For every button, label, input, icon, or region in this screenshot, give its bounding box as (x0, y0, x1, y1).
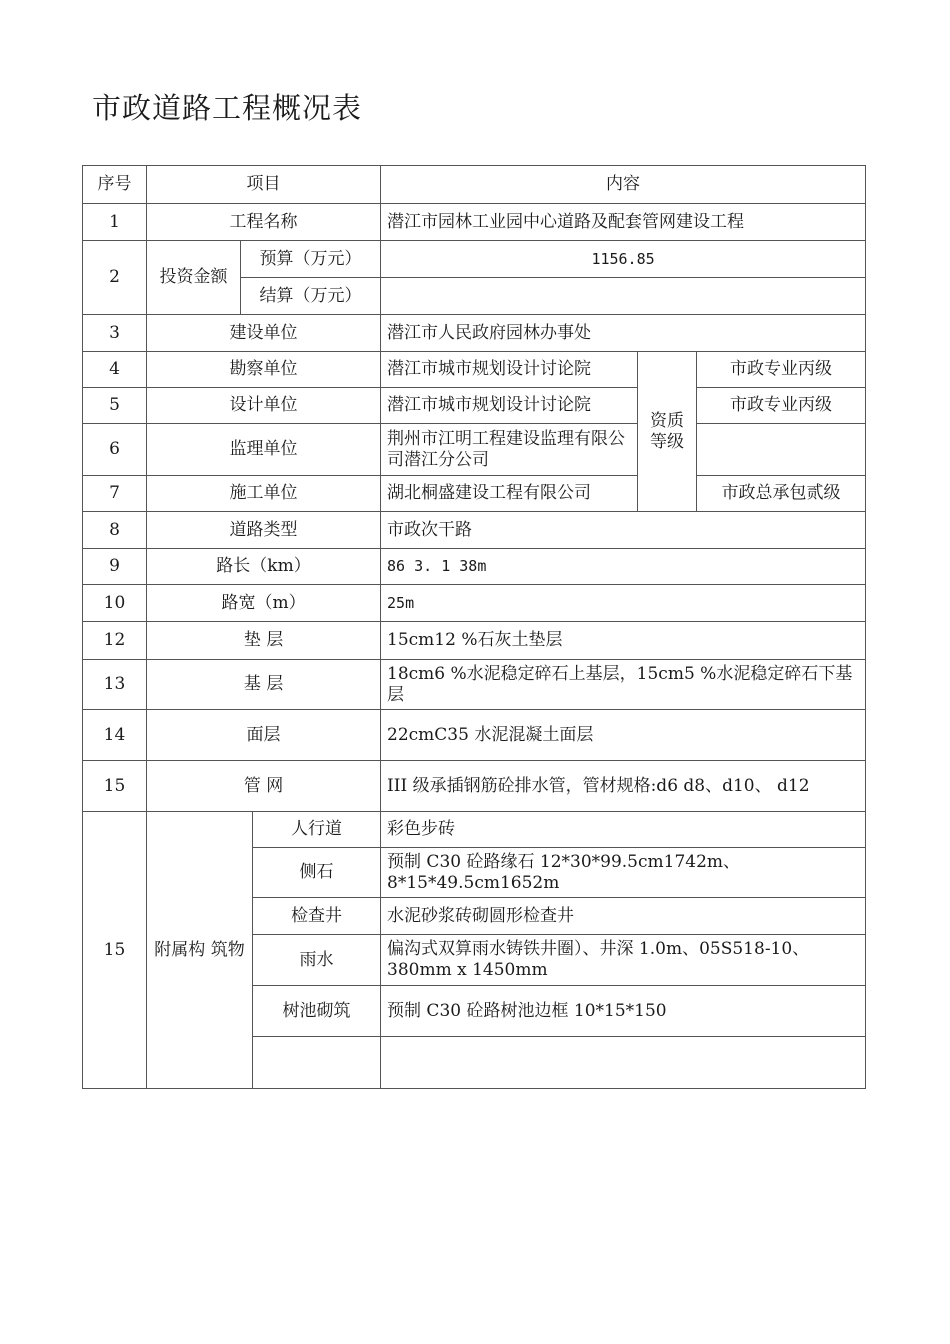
row-content: 86 3. 1 38m (381, 549, 866, 585)
sub-item-label: 侧石 (253, 848, 381, 898)
sub-item-content (381, 1037, 866, 1089)
budget-value: 1156.85 (381, 241, 866, 278)
table-row (83, 315, 866, 352)
row-item: 路宽（m） (147, 585, 381, 622)
row-item: 道路类型 (147, 512, 381, 549)
row-content: 市政次干路 (381, 512, 866, 549)
row-seq: 2 (83, 241, 147, 315)
row-item: 工程名称 (147, 204, 381, 241)
row-item: 建设单位 (147, 315, 381, 352)
row-item: 垫 层 (147, 622, 381, 660)
row-content: 15cm12 %石灰土垫层 (381, 622, 866, 660)
row-seq: 4 (83, 352, 147, 388)
row-content: 湖北桐盛建设工程有限公司 (381, 476, 638, 512)
table-row (83, 388, 866, 424)
table-row (83, 241, 866, 278)
row-seq: 13 (83, 660, 147, 710)
row-content: 潜江市城市规划设计讨论院 (381, 352, 638, 388)
qualification-grade: 市政总承包贰级 (697, 476, 866, 512)
table-header-row (83, 166, 866, 204)
sub-item-content: 预制 C30 砼路树池边框 10*15*150 (381, 986, 866, 1037)
row-seq: 10 (83, 585, 147, 622)
row-item: 监理单位 (147, 424, 381, 476)
row-seq: 9 (83, 549, 147, 585)
qualification-grade: 市政专业丙级 (697, 388, 866, 424)
sub-item-label: 雨水 (253, 935, 381, 986)
header-item: 项目 (147, 166, 381, 204)
sub-item-content: 偏沟式双算雨水铸铁井圈）、井深 1.0m、05S518-10、380mm x 1450mm (381, 935, 866, 986)
page-title: 市政道路工程概况表 (92, 91, 363, 125)
qualification-grade (697, 424, 866, 476)
table-row (83, 204, 866, 241)
row-content: 潜江市人民政府园林办事处 (381, 315, 866, 352)
row-seq: 7 (83, 476, 147, 512)
table-row (83, 812, 866, 848)
row-item: 施工单位 (147, 476, 381, 512)
qualification-grade: 市政专业丙级 (697, 352, 866, 388)
row-content: 18cm6 %水泥稳定碎石上基层，15cm5 %水泥稳定碎石下基层 (381, 660, 866, 710)
row-content: 潜江市园林工业园中心道路及配套管网建设工程 (381, 204, 866, 241)
row-seq: 3 (83, 315, 147, 352)
sub-item-content: 彩色步砖 (381, 812, 866, 848)
settlement-label: 结算（万元） (241, 278, 381, 315)
row-seq: 12 (83, 622, 147, 660)
row-content: 潜江市城市规划设计讨论院 (381, 388, 638, 424)
row-seq: 8 (83, 512, 147, 549)
row-content: 荆州市江明工程建设监理有限公司潜江分公司 (381, 424, 638, 476)
table-row (83, 476, 866, 512)
table-row (83, 710, 866, 761)
table-row (83, 622, 866, 660)
row-seq: 15 (83, 812, 147, 1089)
row-item: 勘察单位 (147, 352, 381, 388)
table-row (83, 660, 866, 710)
row-seq: 6 (83, 424, 147, 476)
row-seq: 14 (83, 710, 147, 761)
table-row (83, 761, 866, 812)
sub-item-label: 人行道 (253, 812, 381, 848)
qualification-label: 资质等级 (638, 352, 697, 512)
header-content: 内容 (381, 166, 866, 204)
row-item: 基 层 (147, 660, 381, 710)
header-seq: 序号 (83, 166, 147, 204)
sub-item-label: 检查井 (253, 898, 381, 935)
table-row (83, 424, 866, 476)
row-item: 管 网 (147, 761, 381, 812)
row-seq: 1 (83, 204, 147, 241)
row-content: 22cmC35 水泥混凝土面层 (381, 710, 866, 761)
sub-item-label: 树池砌筑 (253, 986, 381, 1037)
settlement-value (381, 278, 866, 315)
table-row (83, 549, 866, 585)
row-item: 设计单位 (147, 388, 381, 424)
row-item: 路长（km） (147, 549, 381, 585)
row-seq: 5 (83, 388, 147, 424)
row-item: 投资金额 (147, 241, 241, 315)
row-item: 附属构 筑物 (147, 812, 253, 1089)
table-row (83, 585, 866, 622)
sub-item-content: 水泥砂浆砖砌圆形检查井 (381, 898, 866, 935)
table-row (83, 512, 866, 549)
sub-item-label (253, 1037, 381, 1089)
sub-item-content: 预制 C30 砼路缘石 12*30*99.5cm1742m、8*15*49.5cm1652m (381, 848, 866, 898)
budget-label: 预算（万元） (241, 241, 381, 278)
row-item: 面层 (147, 710, 381, 761)
row-content: 25m (381, 585, 866, 622)
row-seq: 15 (83, 761, 147, 812)
row-content: III 级承插钢筋砼排水管，管材规格:d6 d8、d10、 d12 (381, 761, 866, 812)
table-row (83, 352, 866, 388)
project-overview-table (82, 165, 866, 1089)
